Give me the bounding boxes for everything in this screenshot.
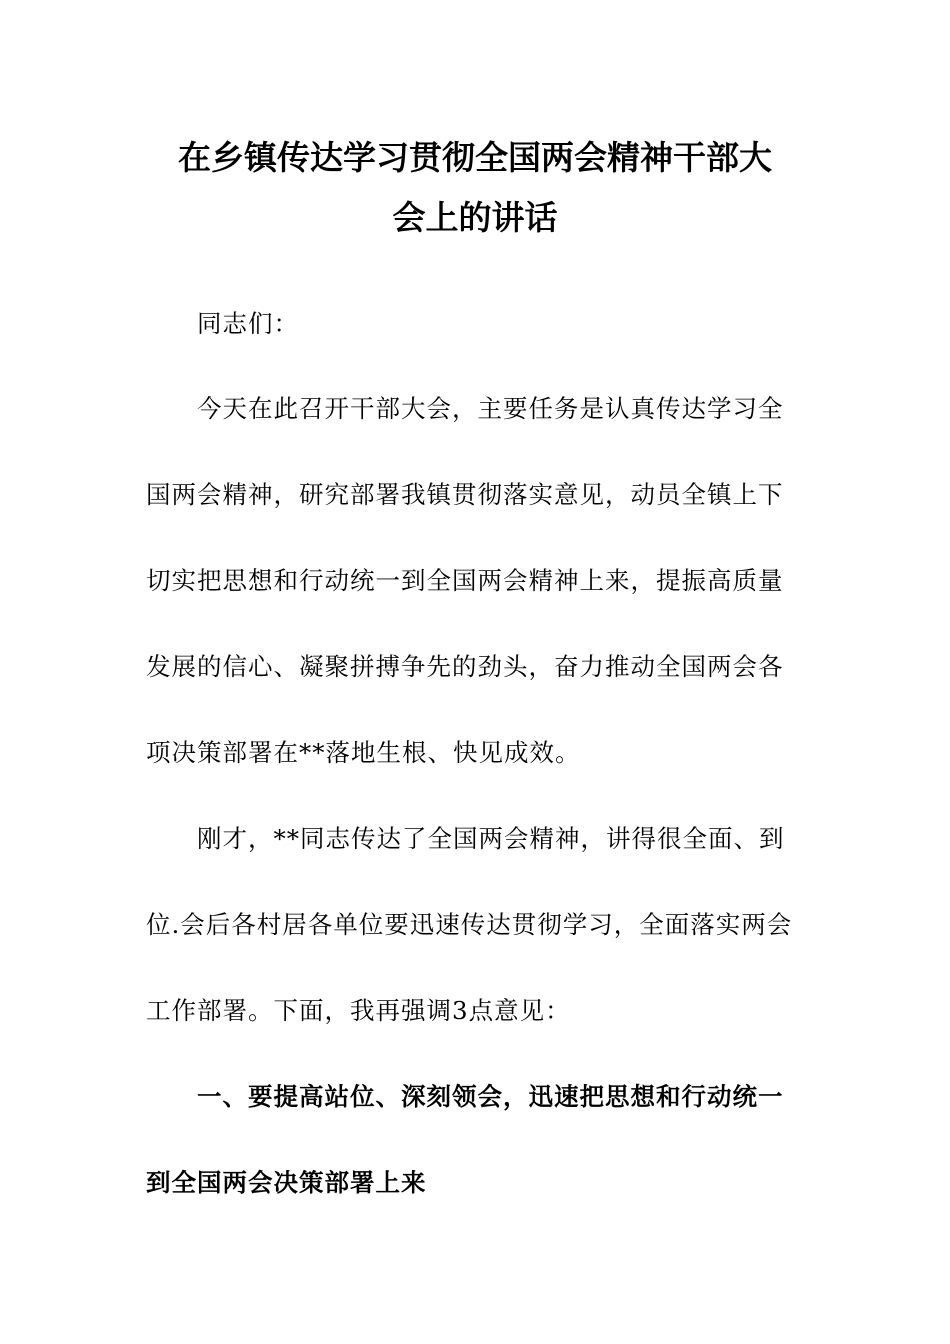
document-title-line-1: 在乡镇传达学习贯彻全国两会精神干部大 — [178, 138, 772, 177]
paragraph-1-line-2: 国两会精神，研究部署我镇贯彻落实意见，动员全镇上下 — [146, 480, 784, 509]
section-1-heading-line-2: 到全国两会决策部署上来 — [146, 1168, 427, 1197]
paragraph-1-line-3: 切实把思想和行动统一到全国两会精神上来，提振高质量 — [146, 566, 784, 595]
paragraph-2-line-2: 位.会后各村居各单位要迅速传达贯彻学习，全面落实两会 — [146, 910, 793, 939]
paragraph-1-line-5: 项决策部署在**落地生根、快见成效。 — [146, 738, 581, 767]
document-title-line-2: 会上的讲话 — [392, 198, 558, 237]
section-1-heading-line-1: 一、要提高站位、深刻领会，迅速把思想和行动统一 — [197, 1082, 784, 1111]
salutation: 同志们： — [197, 309, 299, 338]
paragraph-2-line-3: 工作部署。下面，我再强调3点意见： — [146, 996, 571, 1025]
paragraph-1-line-4: 发展的信心、凝聚拼搏争先的劲头，奋力推动全国两会各 — [146, 652, 784, 681]
paragraph-1-line-1: 今天在此召开干部大会，主要任务是认真传达学习全 — [197, 394, 784, 423]
paragraph-2-line-1: 刚才，**同志传达了全国两会精神，讲得很全面、到 — [197, 824, 785, 853]
